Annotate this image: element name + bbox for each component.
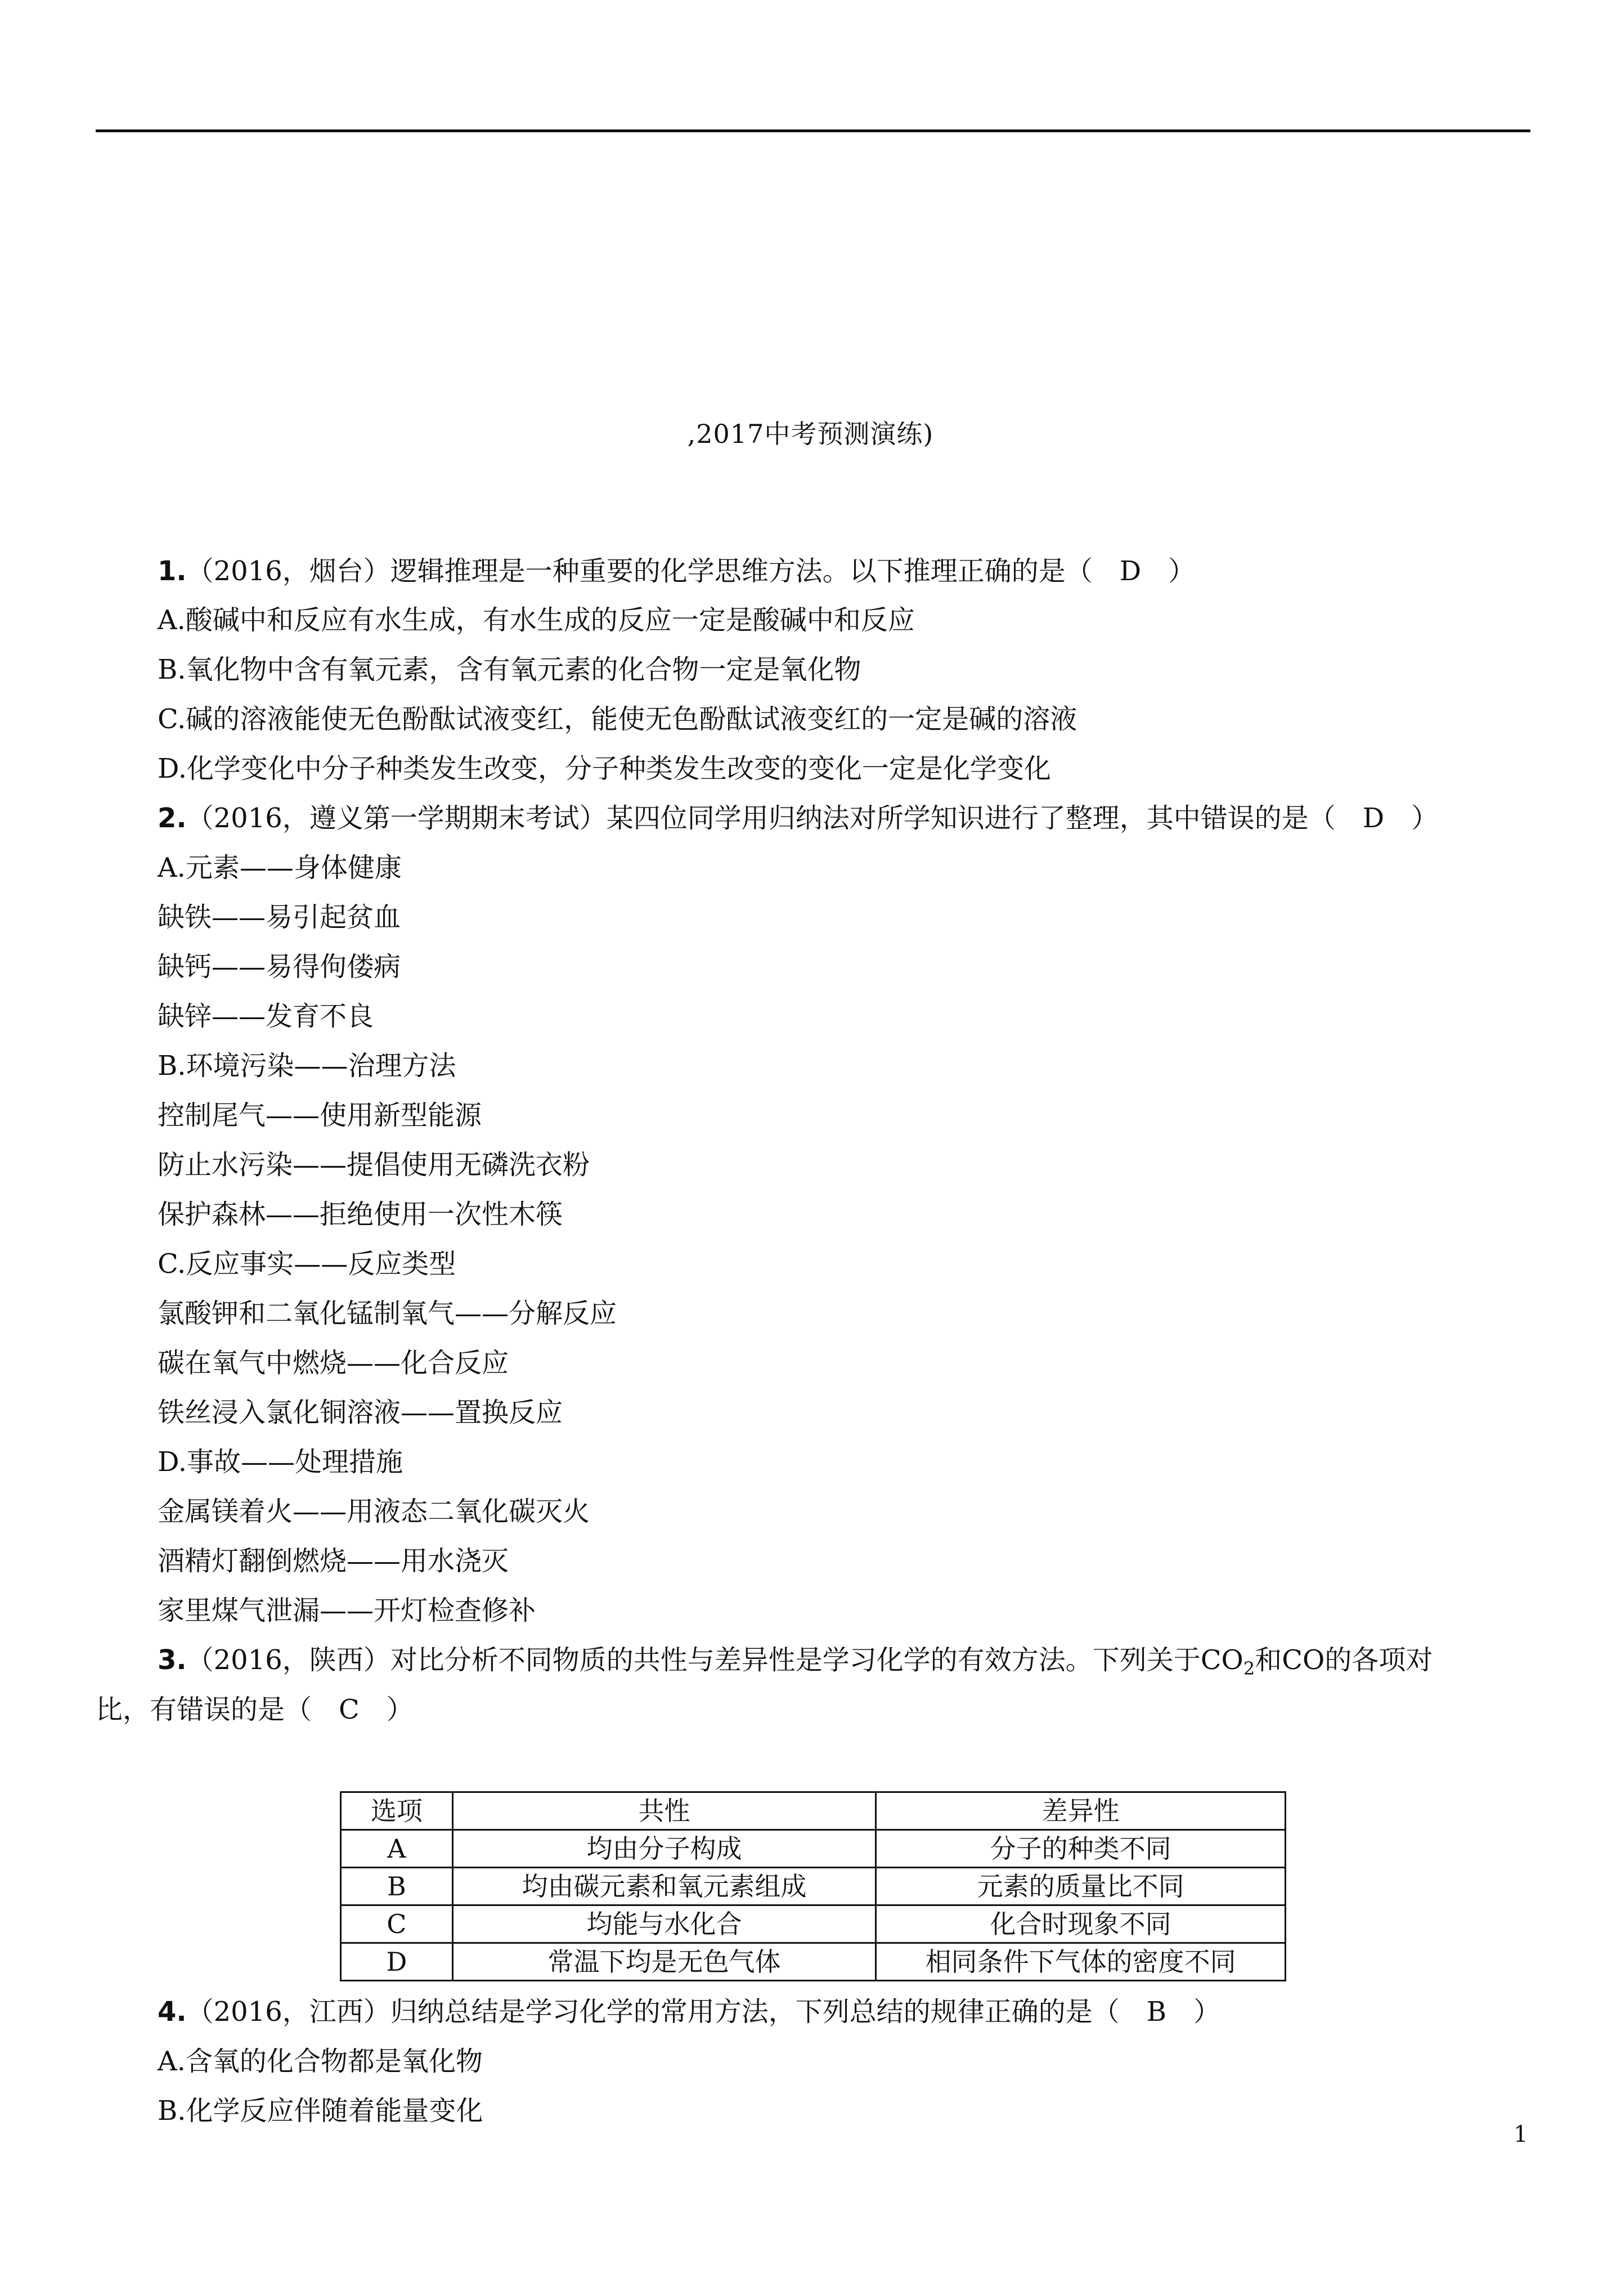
table-cell: B bbox=[341, 1868, 453, 1905]
table-cell: 均能与水化合 bbox=[452, 1905, 875, 1943]
question-2-line: 家里煤气泄漏——开灯检查修补 bbox=[158, 1595, 536, 1626]
table-header-cell: 差异性 bbox=[876, 1792, 1286, 1830]
page-number: 1 bbox=[1514, 2122, 1528, 2147]
question-1-option: A.酸碱中和反应有水生成，有水生成的反应一定是酸碱中和反应 bbox=[158, 604, 915, 636]
question-2-line: B.环境污染——治理方法 bbox=[158, 1050, 456, 1082]
question-3-stem-line2: 比，有错误的是（ C ） bbox=[96, 1694, 414, 1725]
table-row bbox=[341, 1943, 1286, 1981]
question-2-line: D.事故——处理措施 bbox=[158, 1446, 403, 1478]
question-4-option: A.含氧的化合物都是氧化物 bbox=[158, 2046, 483, 2077]
table-cell: D bbox=[341, 1943, 453, 1981]
table-cell: 均由分子构成 bbox=[452, 1830, 875, 1868]
table-row bbox=[341, 1830, 1286, 1868]
table-cell: 化合时现象不同 bbox=[876, 1905, 1286, 1943]
question-1-stem bbox=[158, 554, 1195, 588]
question-text: （2016，陕西）对比分析不同物质的共性与差异性是学习化学的有效方法。下列关于 bbox=[186, 1644, 1201, 1676]
header-rule bbox=[96, 129, 1530, 132]
table-row bbox=[341, 1868, 1286, 1905]
question-text: （2016，烟台）逻辑推理是一种重要的化学思维方法。以下推理正确的是（ D ） bbox=[186, 555, 1196, 587]
question-2-line: C.反应事实——反应类型 bbox=[158, 1248, 456, 1280]
question-4-stem bbox=[158, 1995, 1220, 2029]
table-header-cell: 共性 bbox=[452, 1792, 875, 1830]
page-heading: ,2017中考预测演练) bbox=[687, 419, 934, 449]
question-text: （2016，遵义第一学期期末考试）某四位同学用归纳法对所学知识进行了整理，其中错误的是（ D ） bbox=[186, 802, 1439, 834]
question-1-option: D.化学变化中分子种类发生改变，分子种类发生改变的变化一定是化学变化 bbox=[158, 753, 1052, 784]
table-cell: 相同条件下气体的密度不同 bbox=[876, 1943, 1286, 1981]
question-number: 2. bbox=[158, 802, 187, 834]
question-1-option: B.氧化物中含有氧元素，含有氧元素的化合物一定是氧化物 bbox=[158, 654, 861, 685]
question-4-option: B.化学反应伴随着能量变化 bbox=[158, 2095, 483, 2127]
question-2-line: 缺钙——易得佝偻病 bbox=[158, 951, 401, 983]
question-2-line: 酒精灯翻倒燃烧——用水浇灭 bbox=[158, 1545, 509, 1577]
question-number: 4. bbox=[158, 1996, 187, 2028]
question-number: 1. bbox=[158, 555, 187, 587]
table-cell: A bbox=[341, 1830, 453, 1868]
question-2-line: 防止水污染——提倡使用无磷洗衣粉 bbox=[158, 1149, 590, 1181]
table-header-cell: 选项 bbox=[341, 1792, 453, 1830]
table-cell: 分子的种类不同 bbox=[876, 1830, 1286, 1868]
question-2-line: 碳在氧气中燃烧——化合反应 bbox=[158, 1347, 509, 1379]
table-cell: 元素的质量比不同 bbox=[876, 1868, 1286, 1905]
question-2-stem bbox=[158, 801, 1438, 835]
comparison-table bbox=[340, 1791, 1286, 1981]
question-2-line: 保护森林——拒绝使用一次性木筷 bbox=[158, 1199, 563, 1230]
question-2-line: 氯酸钾和二氧化锰制氧气——分解反应 bbox=[158, 1298, 617, 1329]
question-number: 3. bbox=[158, 1644, 187, 1676]
question-3-stem bbox=[158, 1643, 1433, 1685]
question-2-line: 缺锌——发育不良 bbox=[158, 1001, 374, 1032]
co2-formula: $CO_2$ bbox=[1200, 1644, 1255, 1679]
table-header-row bbox=[341, 1792, 1286, 1830]
question-2-line: A.元素——身体健康 bbox=[158, 852, 402, 884]
question-2-line: 控制尾气——使用新型能源 bbox=[158, 1100, 482, 1131]
table-row bbox=[341, 1905, 1286, 1943]
question-2-line: 缺铁——易引起贫血 bbox=[158, 902, 401, 933]
question-text: （2016，江西）归纳总结是学习化学的常用方法，下列总结的规律正确的是（ B ） bbox=[186, 1996, 1221, 2028]
table-cell: 常温下均是无色气体 bbox=[452, 1943, 875, 1981]
question-text-continued: 和CO的各项对 bbox=[1255, 1644, 1433, 1676]
question-2-line: 铁丝浸入氯化铜溶液——置换反应 bbox=[158, 1397, 563, 1428]
table-cell: 均由碳元素和氧元素组成 bbox=[452, 1868, 875, 1905]
question-1-option: C.碱的溶液能使无色酚酞试液变红，能使无色酚酞试液变红的一定是碱的溶液 bbox=[158, 703, 1077, 735]
table-cell: C bbox=[341, 1905, 453, 1943]
question-2-line: 金属镁着火——用液态二氧化碳灭火 bbox=[158, 1496, 590, 1527]
